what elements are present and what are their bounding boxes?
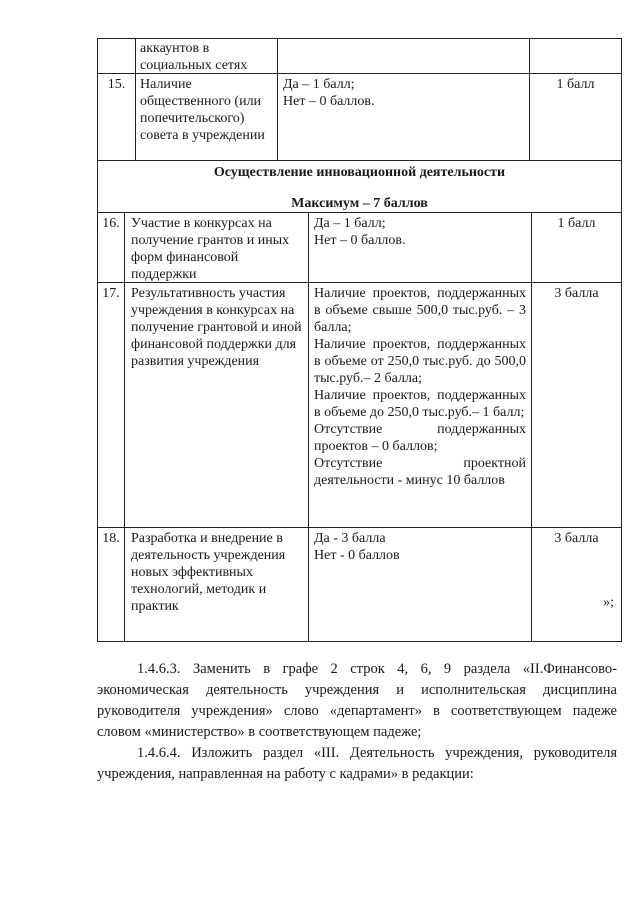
row-17-eval-no-activity: Отсутствие проектной деятельности - минус 10 баллов xyxy=(314,456,526,488)
row-16-evaluation xyxy=(314,215,526,249)
row-18-number: 18. xyxy=(102,531,120,546)
row-18-score: 3 балла xyxy=(554,531,599,546)
row-15-criterion: Наличие общественного (или попечительского) совета в учреждении xyxy=(140,77,265,143)
row-17-evaluation xyxy=(314,285,526,489)
paragraph-1-4-6-3: 1.4.6.3. Заменить в графе 2 строк 4, 6, 9 раздела «II.Финансово-экономическая деятельность учреждения и исполнительская дисциплина руководителя учреждения» слово «департамент» в соответствующем падеже словом «министерство» в соответствующем падеже; xyxy=(97,661,617,740)
row-15-number: 15. xyxy=(107,77,126,92)
quote-close-mark: »; xyxy=(603,595,614,610)
row-16-score: 1 балл xyxy=(557,216,596,231)
row-15-score: 1 балл xyxy=(556,77,595,92)
section-max-score: Максимум – 7 баллов xyxy=(291,196,428,211)
row-prev-criterion: аккаунтов в социальных сетях xyxy=(140,41,248,73)
paragraph-1-4-6-4: 1.4.6.4. Изложить раздел «III. Деятельность учреждения, руководителя учреждения, направленная на работу с кадрами» в редакции: xyxy=(97,745,617,782)
row-17-score: 3 балла xyxy=(554,286,599,301)
section-title: Осуществление инновационной деятельности xyxy=(213,165,506,180)
row-17-eval-under-250: Наличие проектов, поддержанных в объеме до 250,0 тыс.руб.– 1 балл; xyxy=(314,388,526,420)
row-16-eval-yes: Да – 1 балл; xyxy=(314,216,386,231)
row-17-eval-250-500: Наличие проектов, поддержанных в объеме от 250,0 тыс.руб. до 500,0 тыс.руб.– 2 балла; xyxy=(314,337,526,386)
row-17-eval-none-supported: Отсутствие поддержанных проектов – 0 баллов; xyxy=(314,422,526,454)
row-15-eval-no: Нет – 0 баллов. xyxy=(283,94,375,109)
row-18-eval-no: Нет - 0 баллов xyxy=(314,548,400,563)
row-16-number: 16. xyxy=(102,216,120,231)
row-18-evaluation xyxy=(314,530,526,564)
row-16-eval-no: Нет – 0 баллов. xyxy=(314,233,406,248)
row-18-criterion: Разработка и внедрение в деятельность учреждения новых эффективных технологий, методик и практик xyxy=(131,531,286,614)
row-17-criterion: Результативность участия учреждения в конкурсах на получение грантовой и иной финансовой поддержки для развития учреждения xyxy=(131,286,302,369)
row-17-number: 17. xyxy=(102,286,120,301)
row-15-eval-yes: Да – 1 балл; xyxy=(283,77,355,92)
row-15-evaluation xyxy=(283,76,523,110)
row-16-criterion: Участие в конкурсах на получение грантов и иных форм финансовой поддержки xyxy=(131,216,290,282)
row-18-eval-yes: Да - 3 балла xyxy=(314,531,386,546)
row-17-eval-over-500: Наличие проектов, поддержанных в объеме свыше 500,0 тыс.руб. – 3 балла; xyxy=(314,286,526,335)
